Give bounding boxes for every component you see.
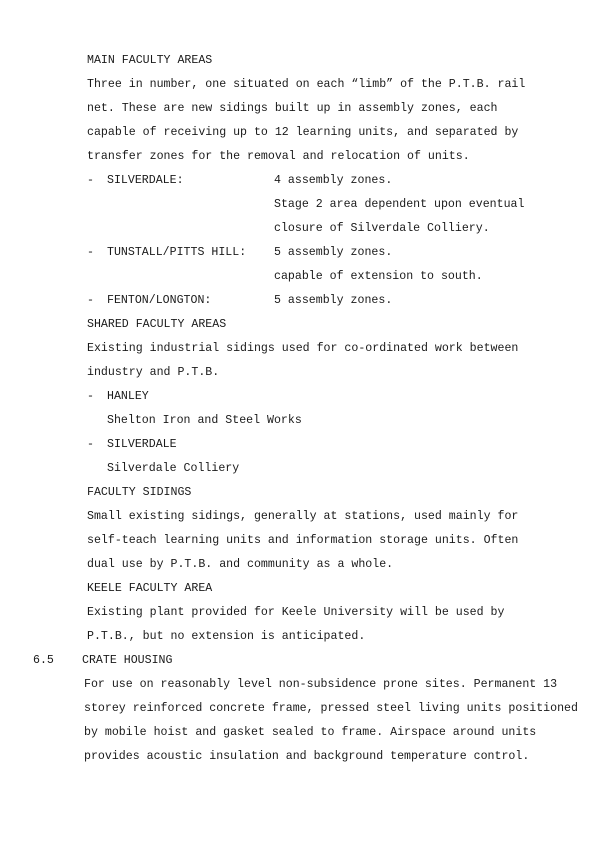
crate-housing-text-line: For use on reasonably level non-subsidence prone sites. Permanent 13 — [84, 678, 558, 691]
crate-housing-text-line: by mobile hoist and gasket sealed to frame. Airspace around units — [84, 726, 537, 739]
site-detail: 4 assembly zones. — [274, 174, 393, 187]
main-faculty-areas-text-line: Three in number, one situated on each “limb” of the P.T.B. rail — [87, 78, 526, 91]
site-detail: capable of extension to south. — [274, 270, 483, 283]
keele-faculty-area-text-line: Existing plant provided for Keele University will be used by — [87, 606, 505, 619]
keele-faculty-area-text-line: P.T.B., but no extension is anticipated. — [87, 630, 366, 643]
site-name-hanley: HANLEY — [107, 390, 149, 403]
site-name-tunstall-pitts-hill: TUNSTALL/PITTS HILL: — [107, 246, 247, 259]
list-bullet: - — [87, 390, 94, 403]
site-name-fenton-longton: FENTON/LONGTON: — [107, 294, 212, 307]
site-detail: 5 assembly zones. — [274, 246, 393, 259]
faculty-sidings-text-line: self-teach learning units and information storage units. Often — [87, 534, 519, 547]
list-bullet: - — [87, 174, 94, 187]
crate-housing-text-line: provides acoustic insulation and background temperature control. — [84, 750, 530, 763]
keele-faculty-area-heading: KEELE FACULTY AREA — [87, 582, 213, 595]
crate-housing-heading: CRATE HOUSING — [82, 654, 173, 667]
site-name-silverdale: SILVERDALE — [107, 438, 177, 451]
site-name-silverdale: SILVERDALE: — [107, 174, 184, 187]
shared-faculty-areas-heading: SHARED FACULTY AREAS — [87, 318, 227, 331]
shared-faculty-areas-text-line: Existing industrial sidings used for co-ordinated work between — [87, 342, 519, 355]
main-faculty-areas-text-line: transfer zones for the removal and relocation of units. — [87, 150, 470, 163]
faculty-sidings-text-line: Small existing sidings, generally at stations, used mainly for — [87, 510, 519, 523]
shared-faculty-areas-text-line: industry and P.T.B. — [87, 366, 220, 379]
list-bullet: - — [87, 246, 94, 259]
site-detail: Silverdale Colliery — [107, 462, 240, 475]
list-bullet: - — [87, 294, 94, 307]
faculty-sidings-heading: FACULTY SIDINGS — [87, 486, 192, 499]
site-detail: closure of Silverdale Colliery. — [274, 222, 490, 235]
list-bullet: - — [87, 438, 94, 451]
crate-housing-text-line: storey reinforced concrete frame, pressed steel living units positioned — [84, 702, 578, 715]
site-detail: 5 assembly zones. — [274, 294, 393, 307]
site-detail: Stage 2 area dependent upon eventual — [274, 198, 525, 211]
main-faculty-areas-heading: MAIN FACULTY AREAS — [87, 54, 213, 67]
faculty-sidings-text-line: dual use by P.T.B. and community as a whole. — [87, 558, 394, 571]
main-faculty-areas-text-line: net. These are new sidings built up in assembly zones, each — [87, 102, 498, 115]
site-detail: Shelton Iron and Steel Works — [107, 414, 302, 427]
main-faculty-areas-text-line: capable of receiving up to 12 learning units, and separated by — [87, 126, 519, 139]
section-number: 6.5 — [33, 654, 54, 667]
